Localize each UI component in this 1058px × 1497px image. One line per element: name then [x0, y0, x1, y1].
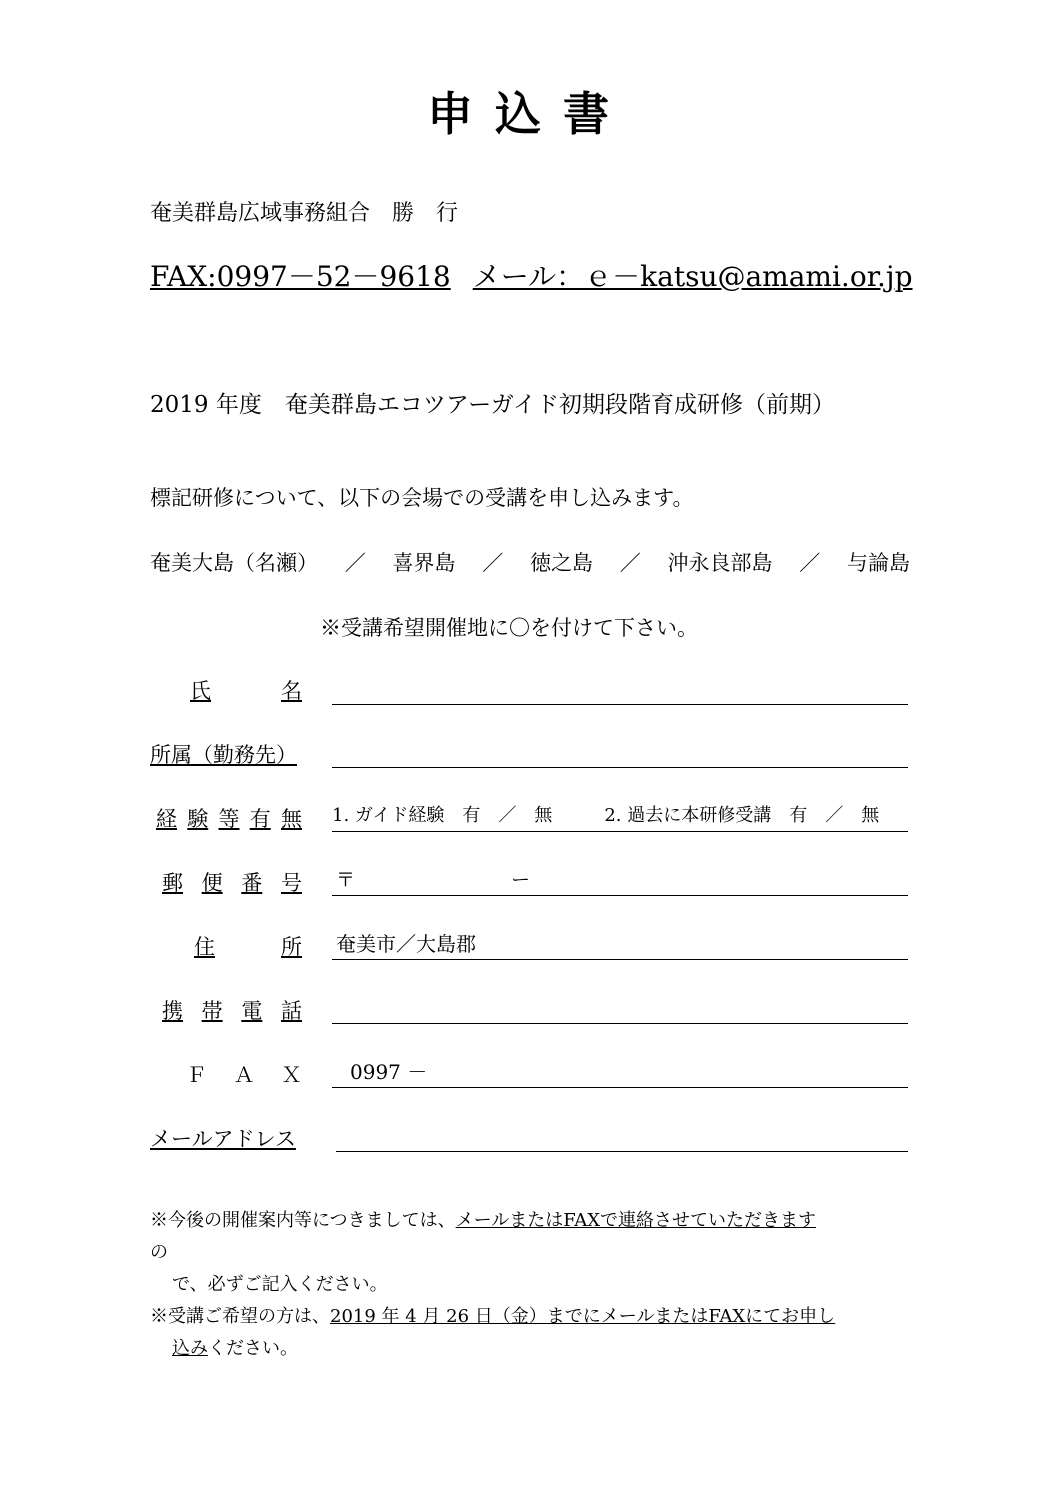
venue-separator: ／ [482, 551, 504, 575]
fax-field[interactable] [332, 1057, 908, 1088]
venue-amami-oshima[interactable]: 奄美大島（名瀬） [150, 551, 318, 575]
address-prefix: 奄美市／大島郡 [336, 932, 476, 956]
postal-dash: ー [511, 869, 531, 891]
name-label: 氏 名 [190, 679, 302, 703]
postal-mark: 〒 [336, 869, 356, 891]
email-address: メール：ｅ－katsu@amami.or.jp [472, 260, 913, 293]
intro-text: 標記研修について、以下の会場での受講を申し込みます。 [150, 486, 694, 510]
venue-okinoerabujima[interactable]: 沖永良部島 [667, 551, 773, 575]
venue-separator: ／ [799, 551, 821, 575]
address-field[interactable] [332, 929, 908, 960]
venue-options [150, 547, 910, 577]
fax-number: FAX:0997－52－9618 [150, 260, 451, 293]
venue-separator: ／ [619, 551, 641, 575]
past-training-option[interactable]: 2. 過去に本研修受講 有 ／ 無 [604, 805, 880, 826]
fax-label: Ｆ Ａ Ｘ [186, 1063, 302, 1087]
note-2-cont: 込みください。 [172, 1338, 298, 1359]
venue-separator: ／ [344, 551, 366, 575]
name-field[interactable] [332, 674, 908, 705]
mobile-label: 携 帯 電 話 [162, 999, 302, 1023]
mobile-field[interactable] [332, 993, 908, 1024]
venue-tokunoshima[interactable]: 徳之島 [530, 551, 593, 575]
experience-field[interactable] [332, 801, 908, 832]
affiliation-field[interactable] [332, 737, 908, 768]
venue-note: ※受講希望開催地に〇を付けて下さい。 [320, 616, 698, 640]
venue-yoronjima[interactable]: 与論島 [847, 551, 910, 575]
note-2: ※受講ご希望の方は、2019 年 4 月 26 日（金）までにメールまたはFAXにてお申し [150, 1306, 836, 1327]
note-1-wrap: の [150, 1242, 168, 1263]
note-1: ※今後の開催案内等につきましては、メールまたはFAXで連絡させていただきます [150, 1210, 817, 1231]
affiliation-label: 所属（勤務先） [150, 743, 297, 767]
contact-line [150, 255, 913, 295]
fax-prefix: 0997 － [350, 1060, 428, 1084]
recipient: 奄美群島広域事務組合 勝 行 [150, 201, 459, 226]
postal-label: 郵 便 番 号 [162, 871, 302, 895]
email-field[interactable] [336, 1121, 908, 1152]
address-label: 住 所 [194, 935, 302, 959]
email-label: メールアドレス [150, 1127, 296, 1151]
experience-label: 経 験 等 有 無 [156, 807, 302, 831]
course-title: 2019 年度 奄美群島エコツアーガイド初期段階育成研修（前期） [150, 392, 836, 418]
postal-field[interactable] [332, 865, 908, 896]
page-title: 申込書 [427, 87, 631, 141]
venue-kikaijima[interactable]: 喜界島 [392, 551, 456, 575]
note-1-cont: で、必ずご記入ください。 [172, 1274, 388, 1295]
guide-experience-option[interactable]: 1. ガイド経験 有 ／ 無 [332, 805, 553, 826]
